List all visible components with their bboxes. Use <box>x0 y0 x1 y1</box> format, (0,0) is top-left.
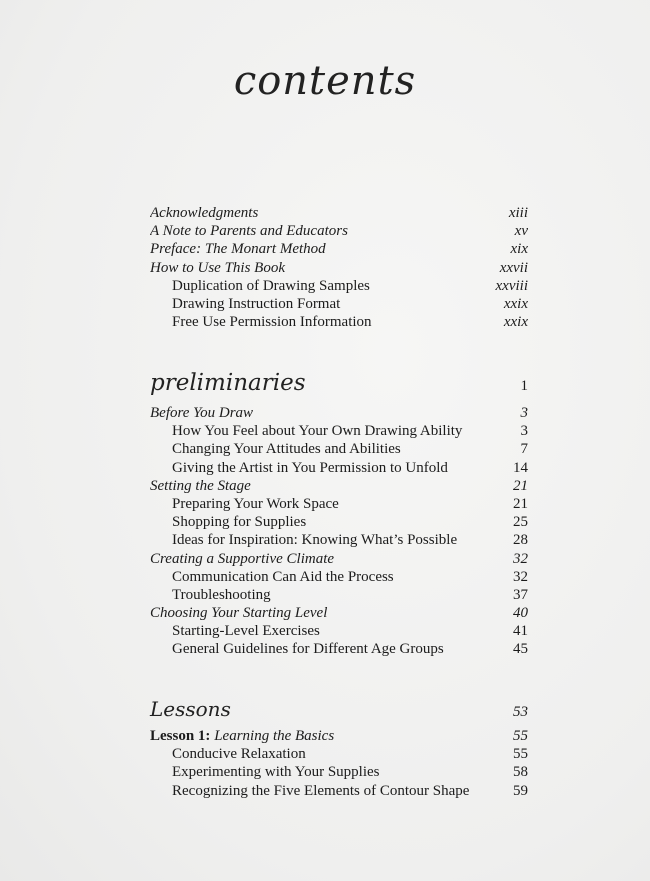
toc-entry-label: Preface: The Monart Method <box>150 241 326 258</box>
toc-entry-label: Choosing Your Starting Level <box>150 605 328 622</box>
toc-subentry <box>150 622 528 640</box>
section-heading: preliminaries <box>150 370 306 396</box>
toc-entry-page: 21 <box>513 477 528 494</box>
toc-entry-label: Before You Draw <box>150 405 254 421</box>
toc-entry-label: Experimenting with Your Supplies <box>172 764 380 781</box>
toc-subentry <box>150 586 528 604</box>
toc-entry-label: General Guidelines for Different Age Groups <box>172 641 444 658</box>
toc-entry-label: Setting the Stage <box>150 477 251 494</box>
section-heading-row <box>150 370 528 404</box>
toc-entry-page: xxix <box>503 314 528 331</box>
toc-entry-label: Recognizing the Five Elements of Contour Shape <box>172 782 470 799</box>
toc-entry-page: xxviii <box>495 277 528 294</box>
toc-entry-label: Drawing Instruction Format <box>172 295 341 312</box>
toc-entry-page: 40 <box>513 605 528 622</box>
toc-entry-page: 14 <box>513 459 528 476</box>
toc-entry-label: Ideas for Inspiration: Knowing What’s Possible <box>172 532 458 549</box>
lessons-section <box>150 697 528 800</box>
toc-entry-label: Duplication of Drawing Samples <box>172 277 370 294</box>
section-page: 1 <box>520 378 528 394</box>
toc-entry-page: 59 <box>513 782 528 799</box>
toc-entry-page: 7 <box>520 441 528 458</box>
toc-entry-page: 55 <box>513 728 528 744</box>
toc-entry-label: A Note to Parents and Educators <box>150 223 348 240</box>
toc-subentry <box>150 640 528 658</box>
toc-entry-label: How You Feel about Your Own Drawing Ability <box>172 423 463 440</box>
section-page: 53 <box>513 704 528 720</box>
toc-subentry <box>150 531 528 549</box>
toc-entry-page: xv <box>514 223 528 240</box>
toc-entry-page: 32 <box>513 550 528 567</box>
toc-subentry <box>150 295 528 313</box>
toc-entry <box>150 222 528 240</box>
toc-entry-page: 37 <box>513 586 528 603</box>
toc-entry-label: Free Use Permission Information <box>172 314 372 331</box>
toc-entry-label: Giving the Artist in You Permission to Unfold <box>172 459 448 476</box>
toc-entry-label: Communication Can Aid the Process <box>172 568 394 585</box>
toc-entry-page: 32 <box>513 568 528 585</box>
lesson-heading <box>150 727 528 745</box>
toc-entry-page: 58 <box>513 764 528 781</box>
toc-subentry <box>150 313 528 331</box>
toc-subentry <box>150 782 528 800</box>
toc-entry <box>150 604 528 622</box>
toc-subentry <box>150 459 528 477</box>
toc-subentry <box>150 277 528 295</box>
toc-entry-label: Shopping for Supplies <box>172 514 307 531</box>
toc-entry-page: xxix <box>503 295 528 312</box>
toc-entry-label: Changing Your Attitudes and Abilities <box>172 441 401 458</box>
toc-subentry <box>150 495 528 513</box>
section-heading-row <box>150 697 528 727</box>
toc-subentry <box>150 513 528 531</box>
lesson-title: Learning the Basics <box>214 728 335 744</box>
toc-entry-label: Conducive Relaxation <box>172 746 306 763</box>
toc-entry-page: 41 <box>513 623 528 640</box>
page-title: contents <box>233 58 417 104</box>
toc-entry <box>150 404 528 422</box>
toc-entry-page: 45 <box>513 641 528 658</box>
toc-entry-page: 55 <box>513 746 528 763</box>
toc-subentry <box>150 422 528 440</box>
section-heading: Lessons <box>150 697 231 721</box>
toc-entry-page: xix <box>510 241 528 258</box>
toc-entry-label: How to Use This Book <box>150 259 285 276</box>
toc-entry-page: 21 <box>513 495 528 512</box>
toc-entry-label: Acknowledgments <box>150 205 259 221</box>
toc-entry-page: 28 <box>513 532 528 549</box>
toc-entry-page: 3 <box>520 423 528 440</box>
toc-entry <box>150 259 528 277</box>
toc-entry <box>150 240 528 258</box>
toc-entry <box>150 477 528 495</box>
toc-entry <box>150 550 528 568</box>
toc-entry-page: xxvii <box>499 259 528 276</box>
toc-entry-label: Preparing Your Work Space <box>172 495 339 512</box>
toc-subentry <box>150 745 528 763</box>
toc-entry <box>150 204 528 222</box>
toc-entry-label: Troubleshooting <box>172 586 271 603</box>
toc-entry-label: Starting-Level Exercises <box>172 623 320 640</box>
toc-entry-label: Creating a Supportive Climate <box>150 550 335 567</box>
preliminaries-section <box>150 370 528 659</box>
toc-entry-page: xiii <box>508 205 528 221</box>
toc-subentry <box>150 568 528 586</box>
toc-subentry <box>150 440 528 458</box>
front-matter-list <box>150 204 528 331</box>
lesson-number: Lesson 1: <box>150 728 211 744</box>
toc-entry-page: 25 <box>513 514 528 531</box>
toc-subentry <box>150 763 528 781</box>
toc-entry-page: 3 <box>520 405 528 421</box>
